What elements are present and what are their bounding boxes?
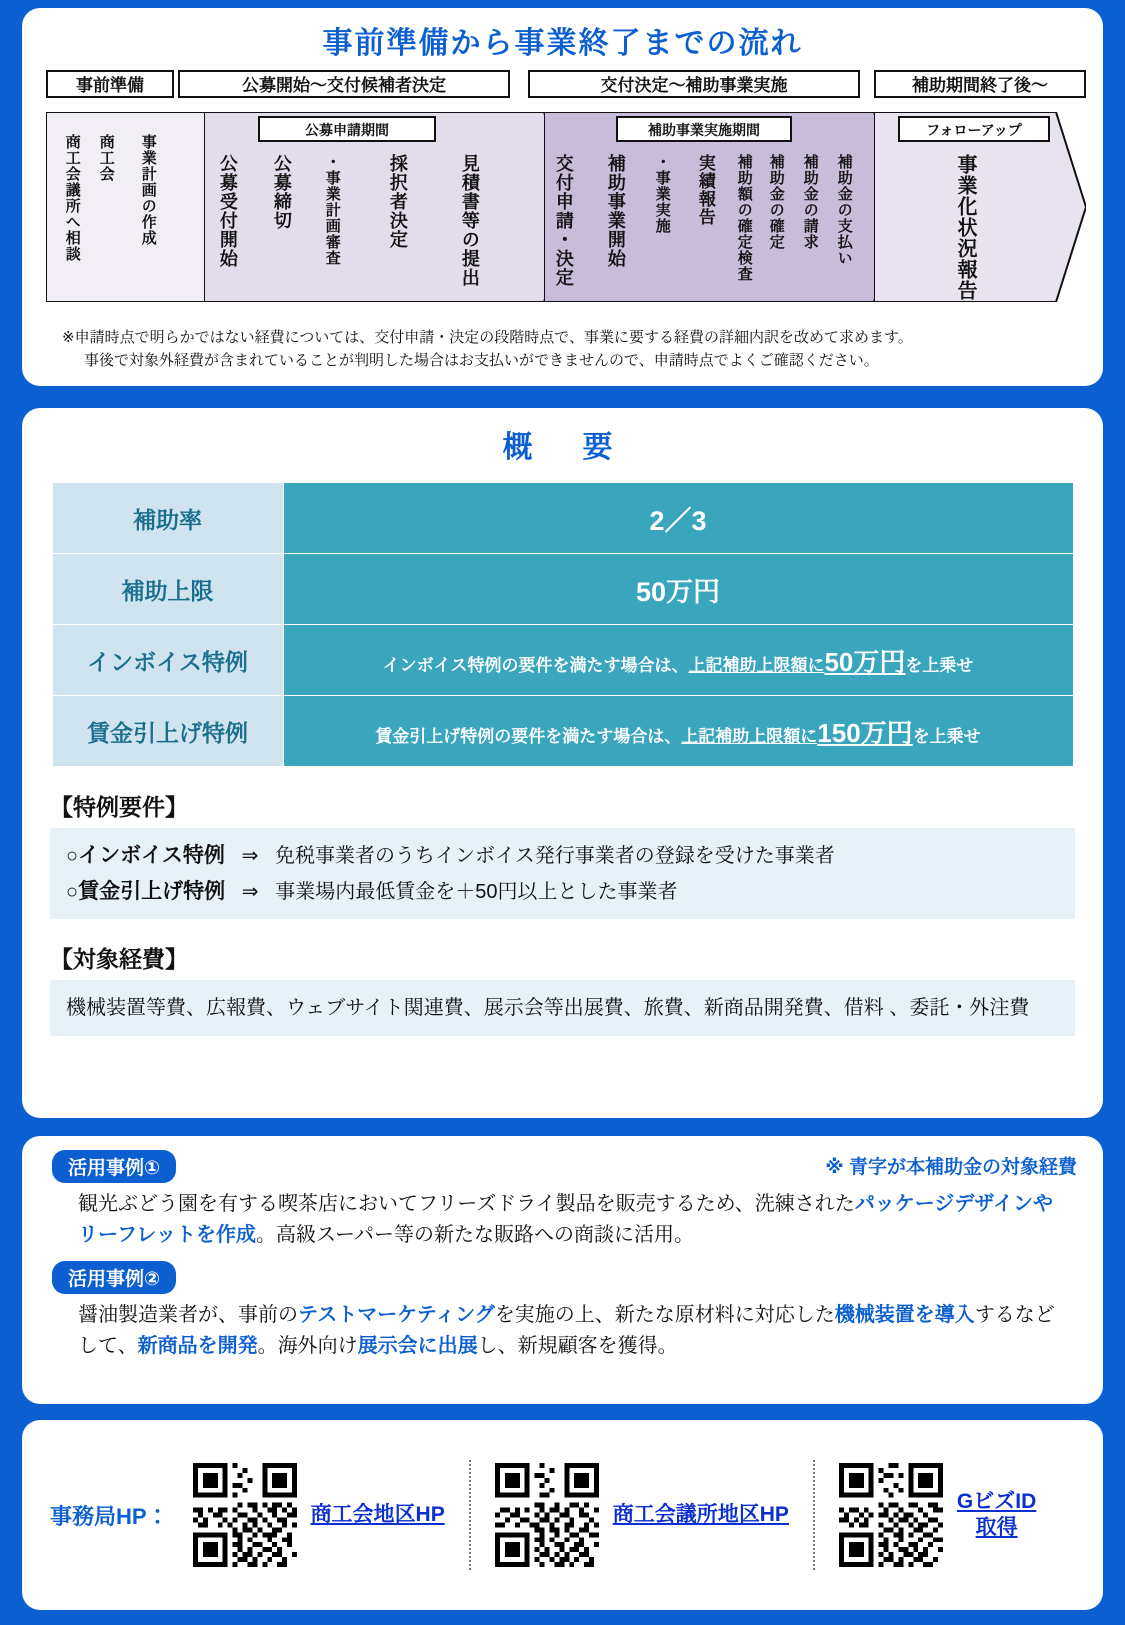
step-label-13: 補助額の確定検査	[735, 154, 753, 282]
overview-label-wage: 賃金引上げ特例	[52, 696, 283, 767]
qr-code-icon	[839, 1463, 943, 1567]
taisho-text: 機械装置等費、広報費、ウェブサイト関連費、展示会等出展費、旅費、新商品開発費、借料 、委託・外注費	[50, 980, 1075, 1036]
qr-link-gbizid-line2: 取得	[975, 1516, 1018, 1539]
case-pill-1: 活用事例①	[52, 1150, 176, 1183]
step-label-14: 補助金の確定	[767, 154, 785, 250]
phase-header-4: 補助期間終了後〜	[874, 70, 1086, 98]
case2-part4: 機械装置を導入	[834, 1304, 975, 1326]
tokurei-mark-2: ○	[66, 880, 79, 903]
overview-label-invoice: インボイス特例	[52, 625, 283, 696]
case2-part7: 。海外向け	[257, 1335, 358, 1357]
qr-link-shokokai[interactable]: 商工会地区HP	[310, 1502, 445, 1526]
qr-row	[22, 1420, 1103, 1610]
tokurei-item-1	[66, 838, 1059, 874]
cases-section	[22, 1136, 1103, 1404]
case2-part1: 醤油製造業者が、事前の	[78, 1304, 298, 1326]
flow-section	[22, 8, 1103, 386]
wage-amount: 150万円	[817, 717, 913, 748]
qr-item-shokokaigisho[interactable]	[471, 1463, 813, 1567]
tokurei-name-2: 賃金引上げ特例	[78, 879, 226, 903]
tokurei-mark-1: ○	[66, 845, 79, 867]
taisho-heading: 【対象経費】	[50, 946, 188, 973]
step-label-5: 公募締切	[271, 154, 292, 230]
qr-item-shokokai[interactable]	[169, 1463, 469, 1567]
subphase-box-application: 公募申請期間	[258, 116, 436, 142]
case2-part8: 展示会に出展	[357, 1335, 478, 1357]
wage-pre: 賃金引上げ特例の要件を満たす場合は、	[375, 726, 682, 746]
table-row	[52, 483, 1073, 554]
overview-value-cap: 50万円	[283, 554, 1073, 625]
step-label-1: 商工会議所へ相談	[63, 134, 81, 262]
case-body-2	[78, 1300, 1063, 1362]
step-label-2: 商工会	[97, 134, 115, 182]
phase-header-3: 交付決定〜補助事業実施	[528, 70, 860, 98]
tokurei-arrow-2: ⇒	[241, 880, 259, 903]
flow-title: 事前準備から事業終了までの流れ	[322, 27, 803, 60]
case2-part2: テストマーケティング	[298, 1304, 495, 1326]
tokurei-text-1: 免税事業者のうちインボイス発行事業者の登録を受けた事業者	[275, 845, 835, 867]
invoice-amount: 50万円	[824, 646, 906, 677]
phase-header-1: 事前準備	[46, 70, 174, 98]
case2-part3: を実施の上、新たな原材料に対応した	[494, 1304, 835, 1326]
tokurei-text-2: 事業場内最低賃金を＋50円以上とした事業者	[275, 880, 678, 903]
step-label-12: 実績報告	[695, 154, 715, 226]
phase-header-2: 公募開始〜交付候補者決定	[178, 70, 510, 98]
table-row	[52, 554, 1073, 625]
qr-code-icon	[193, 1463, 297, 1567]
step-label-11: ・事業実施	[653, 154, 671, 234]
case-body-1	[78, 1189, 1063, 1251]
case2-part5: するなどして、	[78, 1304, 1055, 1357]
table-row	[52, 625, 1073, 696]
subphase-box-implementation: 補助事業実施期間	[616, 116, 792, 142]
step-label-7: 採択者決定	[387, 154, 408, 249]
tokurei-name-1: インボイス特例	[78, 844, 225, 867]
case1-part1: 観光ぶどう園を有する喫茶店においてフリーズドライ製品を販売するため、洗練された	[78, 1193, 855, 1215]
invoice-pre: インボイス特例の要件を満たす場合は、	[382, 655, 689, 675]
table-row	[52, 696, 1073, 767]
overview-value-wage	[283, 696, 1073, 767]
step-label-4: 公募受付開始	[217, 154, 238, 268]
case1-part3: 。高級スーパー等の新たな販路への商談に活用。	[256, 1224, 694, 1246]
overview-label-cap: 補助上限	[52, 554, 283, 625]
qr-item-gbizid[interactable]	[815, 1463, 1060, 1567]
invoice-post: を上乗せ	[905, 655, 974, 675]
invoice-mid: 上記補助上限額に	[688, 655, 825, 675]
qr-link-gbizid-line1: GビズID	[956, 1489, 1037, 1513]
step-label-17: 事業化状況報告	[954, 154, 976, 301]
tokurei-list	[50, 828, 1075, 919]
tokurei-arrow-1: ⇒	[241, 845, 259, 867]
case2-part9: し、新規顧客を獲得。	[477, 1335, 678, 1357]
overview-title: 概 要	[502, 431, 623, 464]
step-label-8: 見積書等の提出	[459, 154, 480, 287]
overview-section	[22, 408, 1103, 1118]
contact-section	[22, 1420, 1103, 1610]
flow-note-line2: 事後で対象外経費が含まれていることが判明した場合はお支払いができませんので、申請時点でよくご確認ください。	[84, 352, 879, 370]
step-label-9: 交付申請・決定	[553, 154, 574, 287]
tokurei-item-2	[66, 874, 1059, 910]
flow-note	[62, 326, 1072, 373]
qr-link-shokokaigisho[interactable]: 商工会議所地区HP	[612, 1502, 789, 1526]
tokurei-heading: 【特例要件】	[50, 794, 188, 820]
overview-value-invoice	[283, 625, 1073, 696]
qr-section-label: 事務局HP：	[50, 1503, 169, 1529]
wage-mid: 上記補助上限額に	[681, 726, 818, 746]
step-label-3: 事業計画の作成	[139, 134, 157, 246]
wage-post: を上乗せ	[912, 726, 981, 746]
step-label-10: 補助事業開始	[605, 154, 626, 268]
flow-note-line1: ※申請時点で明らかではない経費については、交付申請・決定の段階時点で、事業に要する経費の詳細内訳を改めて求めます。	[62, 329, 913, 346]
overview-table	[52, 482, 1074, 767]
step-label-15: 補助金の請求	[801, 154, 819, 250]
step-label-16: 補助金の支払い	[835, 154, 853, 266]
case1-part2: パッケージデザインやリーフレットを作成	[78, 1193, 1054, 1246]
case2-part6: 新商品を開発	[137, 1335, 258, 1357]
overview-label-rate: 補助率	[52, 483, 283, 554]
step-label-6: ・事業計画審査	[323, 154, 341, 266]
flow-diagram	[36, 70, 1089, 310]
cases-note: ※ 青字が本補助金の対象経費	[825, 1157, 1077, 1178]
qr-code-icon	[495, 1463, 599, 1567]
subphase-box-followup: フォローアップ	[898, 116, 1050, 142]
overview-value-rate: 2／3	[283, 483, 1073, 554]
case-pill-2: 活用事例②	[52, 1261, 176, 1294]
qr-link-gbizid[interactable]	[957, 1489, 1036, 1542]
